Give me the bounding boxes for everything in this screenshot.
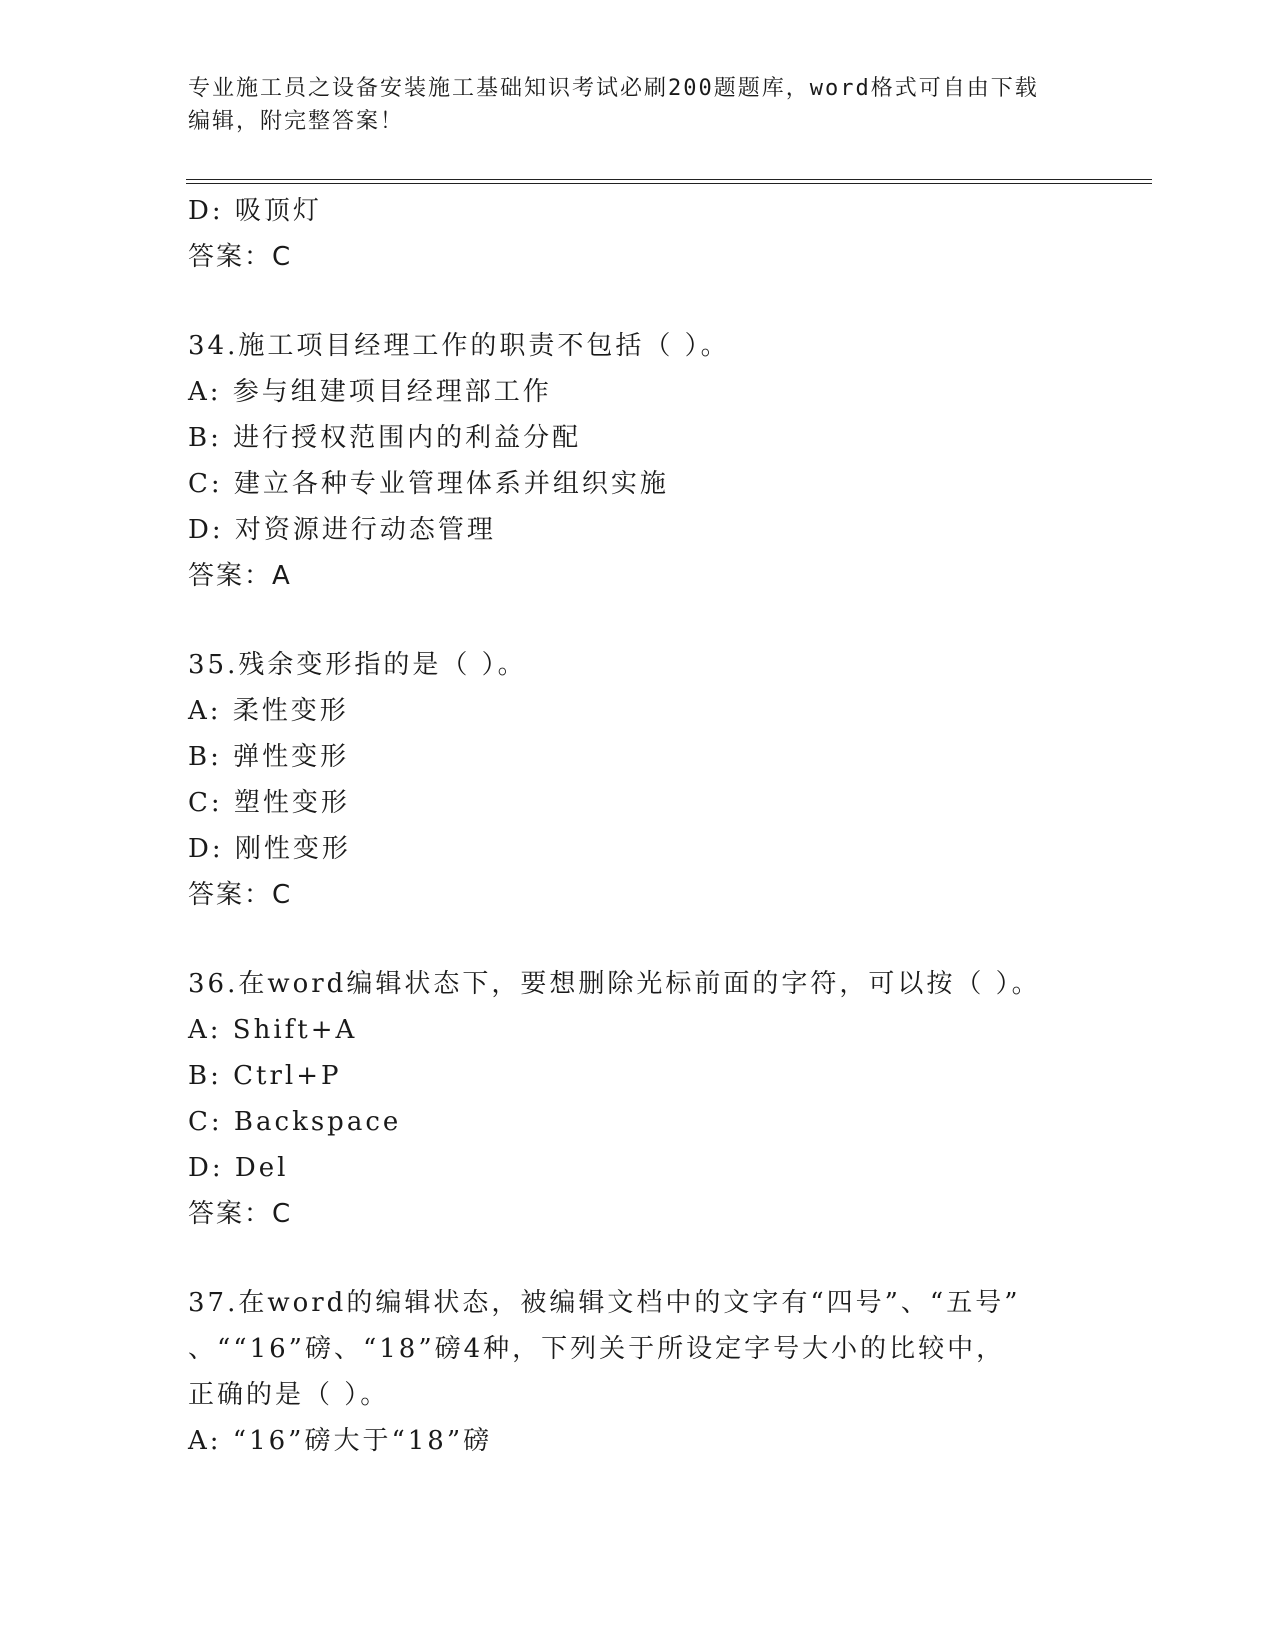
document-header: [188, 72, 1088, 138]
question-text-line-3: 正确的是（ ）。: [188, 1380, 390, 1410]
question-text: 35.残余变形指的是（ ）。: [188, 650, 527, 680]
option-b: B: 进行授权范围内的利益分配: [188, 423, 582, 453]
spacer: [188, 599, 1088, 642]
option-d: D: 吸顶灯: [188, 196, 322, 226]
question-37: [188, 1280, 1088, 1464]
question-text: 34.施工项目经理工作的职责不包括（ ）。: [188, 331, 730, 361]
option-a: A: Shift+A: [188, 1015, 358, 1045]
option-c: C: Backspace: [188, 1107, 402, 1137]
option-c: C: 塑性变形: [188, 788, 350, 818]
option-c: C: 建立各种专业管理体系并组织实施: [188, 469, 669, 499]
option-d: D: 对资源进行动态管理: [188, 515, 496, 545]
question-list: [188, 188, 1088, 1464]
question-text-line-2: 、““16”磅、“18”磅4种，下列关于所设定字号大小的比较中，: [188, 1334, 1006, 1364]
answer-line: 答案：C: [188, 880, 293, 910]
question-35: [188, 642, 1088, 918]
option-a: A: 参与组建项目经理部工作: [188, 377, 552, 407]
option-a: A: “16”磅大于“18”磅: [188, 1426, 493, 1456]
header-title-line-1: 专业施工员之设备安装施工基础知识考试必刷200题题库，word格式可自由下载: [188, 76, 1039, 101]
option-d: D: Del: [188, 1153, 289, 1183]
question-text-line-1: 37.在word的编辑状态，被编辑文档中的文字有“四号”、“五号”: [188, 1288, 1021, 1318]
spacer: [188, 1237, 1088, 1280]
question-36: [188, 961, 1088, 1237]
option-d: D: 刚性变形: [188, 834, 351, 864]
question-text: 36.在word编辑状态下，要想删除光标前面的字符，可以按（ ）。: [188, 969, 1041, 999]
header-title-line-2: 编辑，附完整答案！: [188, 109, 405, 134]
header-divider-top: [186, 179, 1152, 180]
option-a: A: 柔性变形: [188, 696, 349, 726]
option-b: B: Ctrl+P: [188, 1061, 342, 1091]
answer-line: 答案：C: [188, 1199, 293, 1229]
header-divider-bottom: [186, 183, 1152, 184]
option-b: B: 弹性变形: [188, 742, 350, 772]
answer-line: 答案：C: [188, 242, 293, 272]
spacer: [188, 280, 1088, 323]
answer-line: 答案：A: [188, 561, 292, 591]
question-33-tail: [188, 188, 1088, 280]
question-34: [188, 323, 1088, 599]
spacer: [188, 918, 1088, 961]
